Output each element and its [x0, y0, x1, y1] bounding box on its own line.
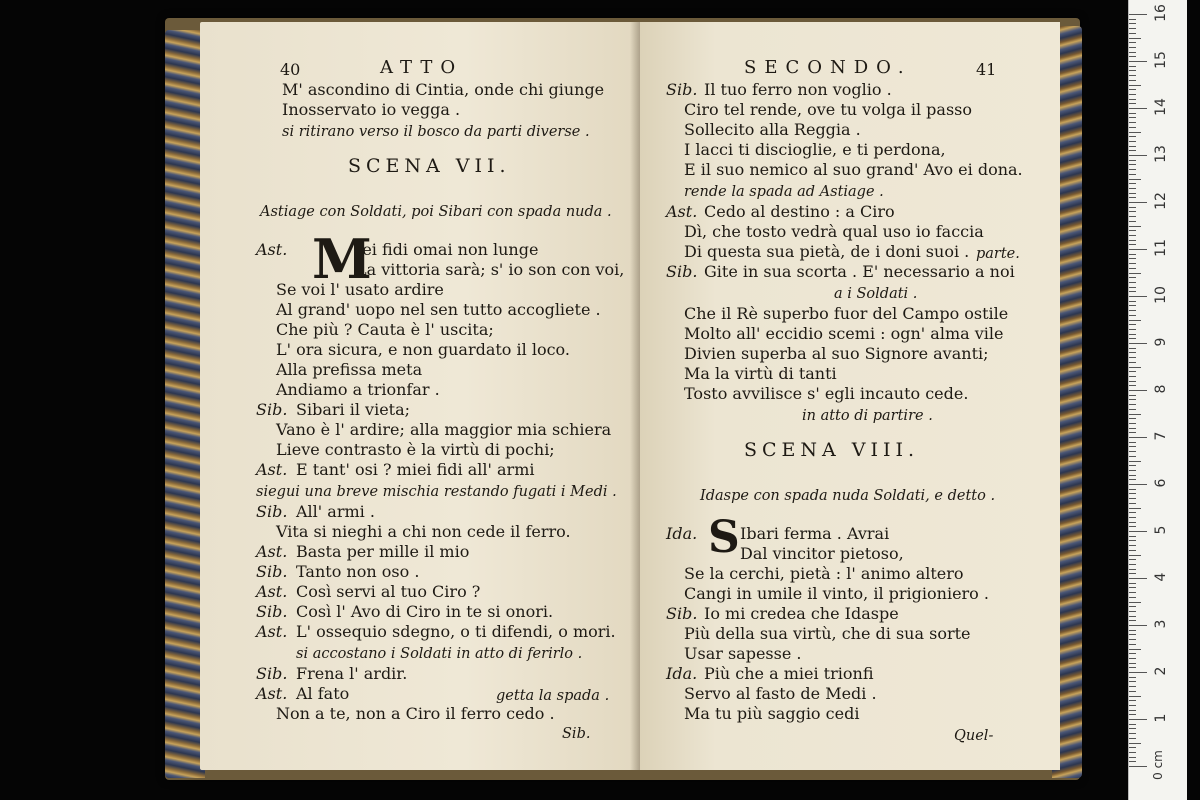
scene-heading: SCENA VIII.	[744, 439, 920, 461]
ruler-tick	[1129, 287, 1136, 288]
verse-line: Al grand' uopo nel sen tutto accogliete .	[276, 300, 601, 319]
ruler-tick	[1129, 540, 1136, 541]
catchword: Quel-	[954, 728, 994, 744]
verse-line: Così servi al tuo Ciro ?	[296, 582, 481, 601]
ruler-tick	[1129, 418, 1136, 419]
ruler-tick	[1129, 193, 1136, 194]
ruler-tick	[1129, 475, 1136, 476]
ruler-tick	[1129, 150, 1136, 151]
page-number: 40	[280, 60, 301, 79]
right-page	[640, 22, 1060, 770]
ruler-tick	[1129, 315, 1136, 316]
ruler-tick	[1129, 296, 1147, 297]
verse-line: Al fato	[296, 684, 350, 703]
verse-line: Che il Rè superbo fuor del Campo ostile	[684, 304, 1009, 323]
ruler-tick	[1129, 352, 1136, 353]
ruler-tick	[1129, 117, 1136, 118]
ruler-tick	[1129, 381, 1136, 382]
ruler-tick	[1129, 14, 1147, 15]
verse-line: Sollecito alla Reggia .	[684, 120, 861, 139]
ruler-tick	[1129, 211, 1136, 212]
ruler-tick	[1129, 625, 1147, 626]
ruler-tick	[1129, 414, 1141, 415]
ruler-tick	[1129, 456, 1136, 457]
ruler-tick	[1129, 244, 1136, 245]
verse-line: Andiamo a trionfar .	[276, 380, 440, 399]
verse-line: Iei fidi omai non lunge	[356, 240, 539, 259]
ruler-tick	[1129, 23, 1136, 24]
ruler-number: 5	[1153, 525, 1169, 535]
verse-line: Ma la virtù di tanti	[684, 364, 837, 383]
ruler-tick	[1129, 686, 1136, 687]
verse-line: Frena l' ardir.	[296, 664, 408, 683]
ruler-tick	[1129, 630, 1136, 631]
ruler-tick	[1129, 385, 1136, 386]
ruler-tick	[1129, 752, 1136, 753]
ruler-number: 3	[1153, 619, 1169, 629]
ruler-tick	[1129, 197, 1136, 198]
stage-direction: siegui una breve mischia restando fugati i Medi .	[256, 484, 617, 500]
verse-line: Molto all' eccidio scemi : ogn' alma vile	[684, 324, 1004, 343]
drop-cap: M	[312, 227, 372, 291]
verse-line: Cangi in umile il vinto, il prigioniero .	[684, 584, 989, 603]
ruler-tick	[1129, 681, 1136, 682]
ruler-tick	[1129, 437, 1147, 438]
verse-line: Se la cerchi, pietà : l' animo altero	[684, 564, 964, 583]
ruler-number: 14	[1153, 98, 1169, 116]
ruler-tick	[1129, 169, 1136, 170]
speaker-label: Sib.	[256, 400, 288, 419]
ruler-tick	[1129, 390, 1147, 391]
ruler-tick	[1129, 526, 1136, 527]
verse-line: Tosto avvilisce s' egli incauto cede.	[684, 384, 969, 403]
ruler-tick	[1129, 512, 1136, 513]
verse-line: L' ora sicura, e non guardato il loco.	[276, 340, 570, 359]
verse-line: L' ossequio sdegno, o ti difendi, o mori.	[296, 622, 616, 641]
ruler-tick	[1129, 470, 1136, 471]
ruler-tick	[1129, 564, 1136, 565]
ruler-tick	[1129, 320, 1141, 321]
speaker-label: Sib.	[256, 664, 288, 683]
stage-direction: Astiage con Soldati, poi Sibari con spada nuda .	[260, 204, 612, 220]
ruler-tick	[1129, 249, 1147, 250]
ruler-tick	[1129, 545, 1136, 546]
ruler-number: 11	[1153, 239, 1169, 257]
ruler-tick	[1129, 362, 1136, 363]
ruler-tick	[1129, 395, 1136, 396]
ruler-tick	[1129, 371, 1136, 372]
ruler-tick	[1129, 484, 1147, 485]
stage-direction: Idaspe con spada nuda Soldati, e detto .	[700, 488, 996, 504]
verse-line: Così l' Avo di Ciro in te si onori.	[296, 602, 554, 621]
ruler-tick	[1129, 188, 1136, 189]
ruler-tick	[1129, 56, 1136, 57]
ruler-tick	[1129, 578, 1147, 579]
speaker-label: Ast.	[256, 622, 288, 641]
ruler-tick	[1129, 677, 1136, 678]
ruler-tick	[1129, 338, 1136, 339]
ruler-number: 2	[1153, 666, 1169, 676]
ruler-tick	[1129, 108, 1147, 109]
ruler-tick	[1129, 583, 1136, 584]
ruler-tick	[1129, 602, 1141, 603]
stage-direction: getta la spada .	[496, 688, 610, 704]
ruler-tick	[1129, 141, 1136, 142]
ruler-tick	[1129, 174, 1136, 175]
speaker-label: Sib.	[256, 602, 288, 621]
verse-line: Vita si nieghi a chi non cede il ferro.	[276, 522, 571, 541]
ruler-tick	[1129, 757, 1136, 758]
drop-cap: S	[708, 512, 740, 563]
ruler-tick	[1129, 221, 1136, 222]
ruler-tick	[1129, 728, 1136, 729]
verse-line: Inosservato io vegga .	[282, 100, 461, 119]
ruler-tick	[1129, 597, 1136, 598]
ruler-tick	[1129, 498, 1136, 499]
ruler-tick	[1129, 103, 1136, 104]
ruler-tick	[1129, 38, 1141, 39]
verse-line: Tanto non oso .	[296, 562, 420, 581]
ruler-tick	[1129, 550, 1136, 551]
ruler-tick	[1129, 367, 1141, 368]
ruler-tick	[1129, 254, 1136, 255]
ruler-unit-label: 0 cm	[1150, 750, 1165, 780]
ruler-tick	[1129, 66, 1136, 67]
ruler-tick	[1129, 305, 1136, 306]
ruler-tick	[1129, 493, 1136, 494]
ruler-tick	[1129, 89, 1136, 90]
verse-line: Cedo al destino : a Ciro	[704, 202, 895, 221]
ruler-tick	[1129, 724, 1136, 725]
stage-direction: in atto di partire .	[802, 408, 933, 424]
verse-line: Usar sapesse .	[684, 644, 802, 663]
ruler-tick	[1129, 587, 1136, 588]
ruler-tick	[1129, 738, 1136, 739]
catchword: Sib.	[562, 726, 591, 742]
ruler-tick	[1129, 667, 1136, 668]
ruler-tick	[1129, 766, 1147, 767]
ruler-tick	[1129, 451, 1136, 452]
ruler-number: 4	[1153, 572, 1169, 582]
ruler-tick	[1129, 94, 1136, 95]
speaker-label: Ast.	[256, 460, 288, 479]
ruler-tick	[1129, 761, 1136, 762]
ruler-tick	[1129, 61, 1147, 62]
ruler-tick	[1129, 85, 1141, 86]
ruler-tick	[1129, 663, 1136, 664]
ruler-tick	[1129, 136, 1136, 137]
ruler-tick	[1129, 33, 1136, 34]
ruler-tick	[1129, 508, 1141, 509]
speaker-label: Sib.	[666, 262, 698, 281]
ruler-tick	[1129, 329, 1136, 330]
running-head: SECONDO.	[744, 57, 912, 78]
ruler-tick	[1129, 710, 1136, 711]
ruler-tick	[1129, 714, 1136, 715]
ruler-tick	[1129, 376, 1136, 377]
speaker-label: Ast.	[256, 684, 288, 703]
ruler-tick	[1129, 620, 1136, 621]
ruler-tick	[1129, 649, 1141, 650]
verse-line: Che più ? Cauta è l' uscita;	[276, 320, 494, 339]
speaker-label: Ast.	[256, 542, 288, 561]
ruler-tick	[1129, 644, 1136, 645]
verse-line: Non a te, non a Ciro il ferro cedo .	[276, 704, 555, 723]
verse-line: Più della sua virtù, che di sua sorte	[684, 624, 971, 643]
speaker-label: Sib.	[256, 502, 288, 521]
ruler-tick	[1129, 404, 1136, 405]
ruler-tick	[1129, 99, 1136, 100]
ruler-number: 13	[1153, 145, 1169, 163]
ruler-tick	[1129, 146, 1136, 147]
ruler-tick	[1129, 555, 1141, 556]
ruler-tick	[1129, 240, 1136, 241]
ruler-number: 7	[1153, 431, 1169, 441]
ruler-tick	[1129, 28, 1136, 29]
ruler-tick	[1129, 343, 1147, 344]
ruler-tick	[1129, 75, 1136, 76]
ruler-tick	[1129, 70, 1136, 71]
ruler-tick	[1129, 230, 1136, 231]
ruler-tick	[1129, 164, 1136, 165]
ruler-tick	[1129, 479, 1136, 480]
ruler-tick	[1129, 42, 1136, 43]
verse-line: I lacci ti discioglie, e ti perdona,	[684, 140, 946, 159]
ruler-tick	[1129, 113, 1136, 114]
verse-line: Basta per mille il mio	[296, 542, 470, 561]
ruler-tick	[1129, 743, 1141, 744]
verse-line: Lieve contrasto è la virtù di pochi;	[276, 440, 555, 459]
verse-line: Se voi l' usato ardire	[276, 280, 444, 299]
ruler-tick	[1129, 348, 1136, 349]
verse-line: Servo al fasto de Medi .	[684, 684, 877, 703]
ruler-number: 15	[1153, 51, 1169, 69]
ruler-tick	[1129, 409, 1136, 410]
stage-direction: a i Soldati .	[834, 286, 918, 302]
ruler-tick	[1129, 489, 1136, 490]
verse-line: Ciro tel rende, ove tu volga il passo	[684, 100, 972, 119]
ruler-tick	[1129, 733, 1136, 734]
page-number: 41	[976, 60, 997, 79]
verse-line: All' armi .	[296, 502, 375, 521]
ruler-tick	[1129, 691, 1136, 692]
verse-line: Io mi credea che Idaspe	[704, 604, 899, 623]
ruler-tick	[1129, 216, 1136, 217]
ruler-tick	[1129, 719, 1147, 720]
ruler-tick	[1129, 207, 1136, 208]
ruler-tick	[1129, 465, 1136, 466]
ruler-tick	[1129, 531, 1147, 532]
ruler-tick	[1129, 273, 1141, 274]
ruler-tick	[1129, 399, 1136, 400]
ruler-tick	[1129, 179, 1141, 180]
ruler-tick	[1129, 19, 1136, 20]
speaker-label: Ast.	[666, 202, 698, 221]
ruler-tick	[1129, 127, 1136, 128]
verse-line: Gite in sua scorta . E' necessario a noi	[704, 262, 1015, 281]
verse-line: Sibari il vieta;	[296, 400, 411, 419]
ruler-tick	[1129, 658, 1136, 659]
ruler-tick	[1129, 122, 1136, 123]
stage-direction: si ritirano verso il bosco da parti diverse .	[282, 124, 590, 140]
ruler-tick	[1129, 503, 1136, 504]
ruler-tick	[1129, 52, 1136, 53]
ruler-tick	[1129, 282, 1136, 283]
running-head: ATTO	[380, 57, 464, 78]
measurement-ruler	[1128, 0, 1187, 800]
ruler-tick	[1129, 747, 1136, 748]
ruler-tick	[1129, 700, 1136, 701]
ruler-tick	[1129, 616, 1136, 617]
ruler-tick	[1129, 653, 1136, 654]
ruler-tick	[1129, 461, 1141, 462]
ruler-number: 16	[1153, 4, 1169, 22]
verse-line: Di questa sua pietà, de i doni suoi .	[684, 242, 970, 261]
ruler-tick	[1129, 672, 1147, 673]
ruler-tick	[1129, 446, 1136, 447]
speaker-label: Ida.	[666, 524, 698, 543]
verse-line: Più che a miei trionfi	[704, 664, 874, 683]
ruler-tick	[1129, 183, 1136, 184]
speaker-label: Sib.	[666, 80, 698, 99]
speaker-label: Sib.	[256, 562, 288, 581]
ruler-tick	[1129, 428, 1136, 429]
scene-heading: SCENA VII.	[348, 155, 511, 177]
ruler-tick	[1129, 522, 1136, 523]
verse-line: E il suo nemico al suo grand' Avo ei dona.	[684, 160, 1023, 179]
ruler-tick	[1129, 235, 1136, 236]
ruler-tick	[1129, 334, 1136, 335]
ruler-tick	[1129, 442, 1136, 443]
verse-line: E tant' osi ? miei fidi all' armi	[296, 460, 535, 479]
verse-line: Dì, che tosto vedrà qual uso io faccia	[684, 222, 984, 241]
stage-direction: parte.	[976, 246, 1020, 262]
marbled-cover-left	[165, 30, 205, 778]
verse-line: Vano è l' ardire; alla maggior mia schiera	[276, 420, 612, 439]
ruler-tick	[1129, 226, 1141, 227]
ruler-tick	[1129, 80, 1136, 81]
ruler-tick	[1129, 559, 1136, 560]
ruler-tick	[1129, 357, 1136, 358]
verse-line: Alla prefissa meta	[276, 360, 423, 379]
speaker-label: Ast.	[256, 582, 288, 601]
ruler-tick	[1129, 517, 1136, 518]
left-page	[200, 22, 640, 770]
verse-line: Dal vincitor pietoso,	[740, 544, 904, 563]
verse-line: Il tuo ferro non voglio .	[704, 80, 892, 99]
ruler-number: 8	[1153, 384, 1169, 394]
ruler-number: 12	[1153, 192, 1169, 210]
ruler-tick	[1129, 263, 1136, 264]
ruler-tick	[1129, 202, 1147, 203]
ruler-number: 10	[1153, 286, 1169, 304]
verse-line: Ibari ferma . Avrai	[740, 524, 890, 543]
ruler-tick	[1129, 705, 1136, 706]
ruler-tick	[1129, 310, 1136, 311]
ruler-tick	[1129, 132, 1141, 133]
ruler-tick	[1129, 277, 1136, 278]
ruler-number: 1	[1153, 713, 1169, 723]
ruler-tick	[1129, 639, 1136, 640]
ruler-tick	[1129, 268, 1136, 269]
ruler-tick	[1129, 592, 1136, 593]
ruler-tick	[1129, 573, 1136, 574]
speaker-label: Ida.	[666, 664, 698, 683]
ruler-tick	[1129, 634, 1136, 635]
ruler-tick	[1129, 569, 1136, 570]
ruler-tick	[1129, 258, 1136, 259]
ruler-number: 9	[1153, 337, 1169, 347]
ruler-tick	[1129, 324, 1136, 325]
speaker-label: Sib.	[666, 604, 698, 623]
speaker-label: Ast.	[256, 240, 288, 259]
ruler-tick	[1129, 423, 1136, 424]
ruler-number: 6	[1153, 478, 1169, 488]
ruler-tick	[1129, 47, 1136, 48]
stage-direction: si accostano i Soldati in atto di ferirlo .	[296, 646, 583, 662]
ruler-tick	[1129, 155, 1147, 156]
verse-line: Divien superba al suo Signore avanti;	[684, 344, 989, 363]
ruler-tick	[1129, 696, 1141, 697]
ruler-tick	[1129, 606, 1136, 607]
verse-line: Ma tu più saggio cedi	[684, 704, 860, 723]
verse-line: La vittoria sarà; s' io son con voi,	[356, 260, 625, 279]
ruler-tick	[1129, 291, 1136, 292]
ruler-tick	[1129, 432, 1136, 433]
ruler-tick	[1129, 160, 1136, 161]
stage-direction: rende la spada ad Astiage .	[684, 184, 884, 200]
ruler-tick	[1129, 611, 1136, 612]
ruler-tick	[1129, 301, 1136, 302]
verse-line: M' ascondino di Cintia, onde chi giunge	[282, 80, 605, 99]
ruler-tick	[1129, 536, 1136, 537]
